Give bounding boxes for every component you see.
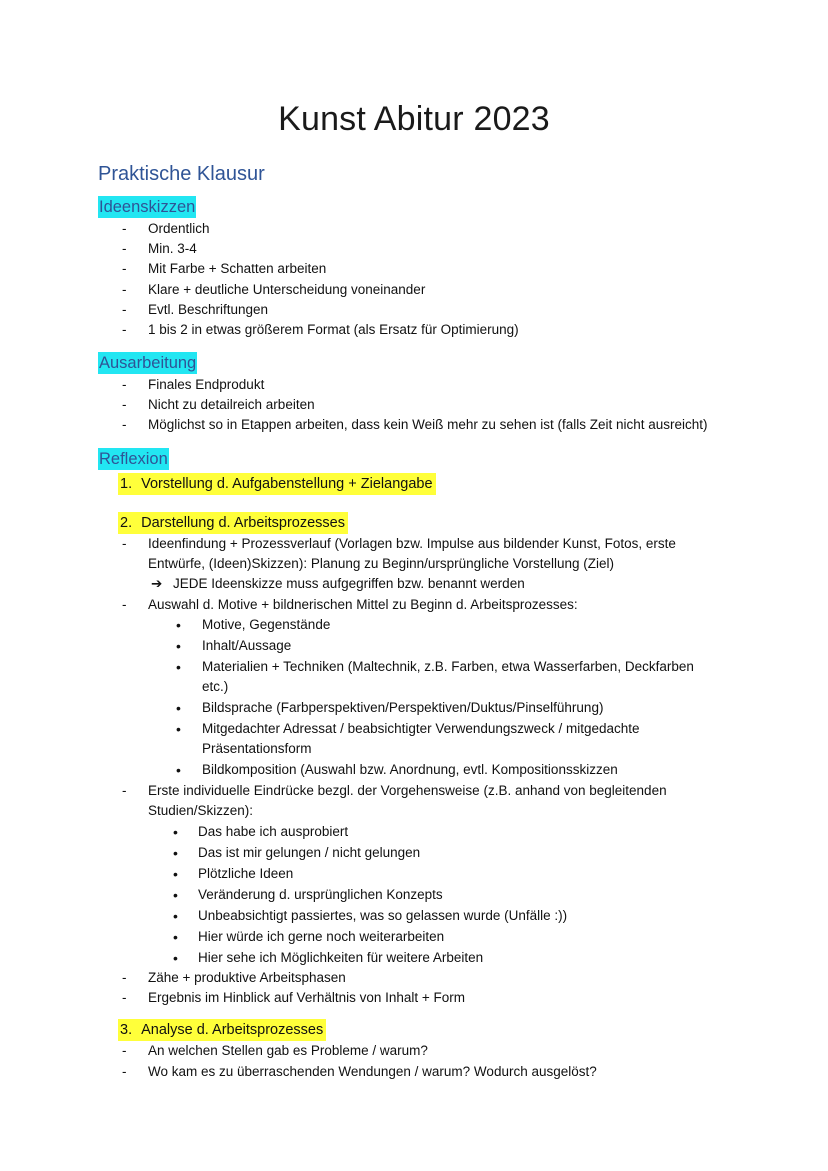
list-dash: - (122, 536, 127, 551)
point-number: 2. (118, 512, 133, 534)
subheading-ausarbeitung: Ausarbeitung (99, 354, 197, 372)
list-item: Finales Endprodukt (148, 377, 265, 392)
list-dash: - (122, 417, 127, 432)
section-heading: Praktische Klausur (98, 163, 265, 185)
document-title: Kunst Abitur 2023 (278, 100, 550, 138)
list-item: Evtl. Beschriftungen (148, 302, 269, 317)
bullet-icon: • (173, 824, 178, 840)
point-title: Vorstellung d. Aufgabenstellung + Zielangabe (133, 473, 435, 495)
list-item: Min. 3-4 (148, 241, 197, 256)
list-item: Ideenfindung + Prozessverlauf (Vorlagen bzw. Impulse aus bildender Kunst, Fotos, erste (148, 536, 676, 551)
sub-list-item: Hier würde ich gerne noch weiterarbeiten (198, 929, 445, 944)
subheading-reflexion: Reflexion (99, 450, 168, 468)
list-dash: - (122, 302, 127, 317)
arrow-icon: ➔ (151, 576, 163, 591)
list-dash: - (122, 970, 127, 985)
list-item-continued: Studien/Skizzen): (148, 803, 254, 818)
point-number: 3. (118, 1019, 133, 1041)
sub-list-item: Bildkomposition (Auswahl bzw. Anordnung, evtl. Kompositionsskizzen (202, 762, 618, 777)
bullet-icon: • (173, 950, 178, 966)
sub-list-item: Plötzliche Ideen (198, 866, 294, 881)
sub-list-item: Unbeabsichtigt passiertes, was so gelassen wurde (Unfälle :)) (198, 908, 568, 923)
list-item: Wo kam es zu überraschenden Wendungen / warum? Wodurch ausgelöst? (148, 1064, 597, 1079)
bullet-icon: • (173, 866, 178, 882)
list-dash: - (122, 221, 127, 236)
sub-list-item-continued: Präsentationsform (202, 741, 312, 756)
bullet-icon: • (173, 908, 178, 924)
list-dash: - (122, 1064, 127, 1079)
sub-list-item: Mitgedachter Adressat / beabsichtigter Verwendungszweck / mitgedachte (202, 721, 640, 736)
bullet-icon: • (173, 929, 178, 945)
list-item: 1 bis 2 in etwas größerem Format (als Ersatz für Optimierung) (148, 322, 519, 337)
numbered-point-1 (118, 473, 436, 495)
list-dash: - (122, 397, 127, 412)
sub-list-item: Inhalt/Aussage (202, 638, 292, 653)
list-dash: - (122, 241, 127, 256)
sub-list-item: Veränderung d. ursprünglichen Konzepts (198, 887, 443, 902)
sub-list-item: Das ist mir gelungen / nicht gelungen (198, 845, 421, 860)
bullet-icon: • (176, 762, 181, 778)
list-dash: - (122, 322, 127, 337)
list-item-continued: Entwürfe, (Ideen)Skizzen): Planung zu Beginn/ursprüngliche Vorstellung (Ziel) (148, 556, 614, 571)
point-number: 1. (118, 473, 133, 495)
sub-list-item: Motive, Gegenstände (202, 617, 331, 632)
bullet-icon: • (176, 659, 181, 675)
point-title: Analyse d. Arbeitsprozesses (133, 1019, 326, 1041)
list-item: Ordentlich (148, 221, 210, 236)
list-item: Mit Farbe + Schatten arbeiten (148, 261, 327, 276)
bullet-icon: • (176, 617, 181, 633)
subheading-ideenskizzen: Ideenskizzen (99, 198, 196, 216)
arrow-note: JEDE Ideenskizze muss aufgegriffen bzw. benannt werden (173, 576, 525, 591)
list-item: Nicht zu detailreich arbeiten (148, 397, 315, 412)
bullet-icon: • (176, 721, 181, 737)
list-item: Erste individuelle Eindrücke bezgl. der Vorgehensweise (z.B. anhand von begleitenden (148, 783, 667, 798)
list-dash: - (122, 990, 127, 1005)
bullet-icon: • (176, 638, 181, 654)
list-dash: - (122, 282, 127, 297)
bullet-icon: • (173, 887, 178, 903)
sub-list-item: Materialien + Techniken (Maltechnik, z.B. Farben, etwa Wasserfarben, Deckfarben (202, 659, 694, 674)
sub-list-item: Das habe ich ausprobiert (198, 824, 349, 839)
sub-list-item: Hier sehe ich Möglichkeiten für weitere Arbeiten (198, 950, 484, 965)
sub-list-item-continued: etc.) (202, 679, 229, 694)
sub-list-item: Bildsprache (Farbperspektiven/Perspektiven/Duktus/Pinselführung) (202, 700, 604, 715)
list-item: Zähe + produktive Arbeitsphasen (148, 970, 346, 985)
bullet-icon: • (173, 845, 178, 861)
list-dash: - (122, 783, 127, 798)
numbered-point-2 (118, 512, 348, 534)
list-item: Auswahl d. Motive + bildnerischen Mittel zu Beginn d. Arbeitsprozesses: (148, 597, 578, 612)
point-title: Darstellung d. Arbeitsprozesses (133, 512, 348, 534)
list-item: An welchen Stellen gab es Probleme / warum? (148, 1043, 428, 1058)
numbered-point-3 (118, 1019, 326, 1041)
list-item: Klare + deutliche Unterscheidung voneinander (148, 282, 426, 297)
list-dash: - (122, 1043, 127, 1058)
list-dash: - (122, 377, 127, 392)
list-dash: - (122, 261, 127, 276)
list-dash: - (122, 597, 127, 612)
list-item: Ergebnis im Hinblick auf Verhältnis von Inhalt + Form (148, 990, 466, 1005)
list-item: Möglichst so in Etappen arbeiten, dass kein Weiß mehr zu sehen ist (falls Zeit nicht ausreicht) (148, 417, 708, 432)
bullet-icon: • (176, 700, 181, 716)
